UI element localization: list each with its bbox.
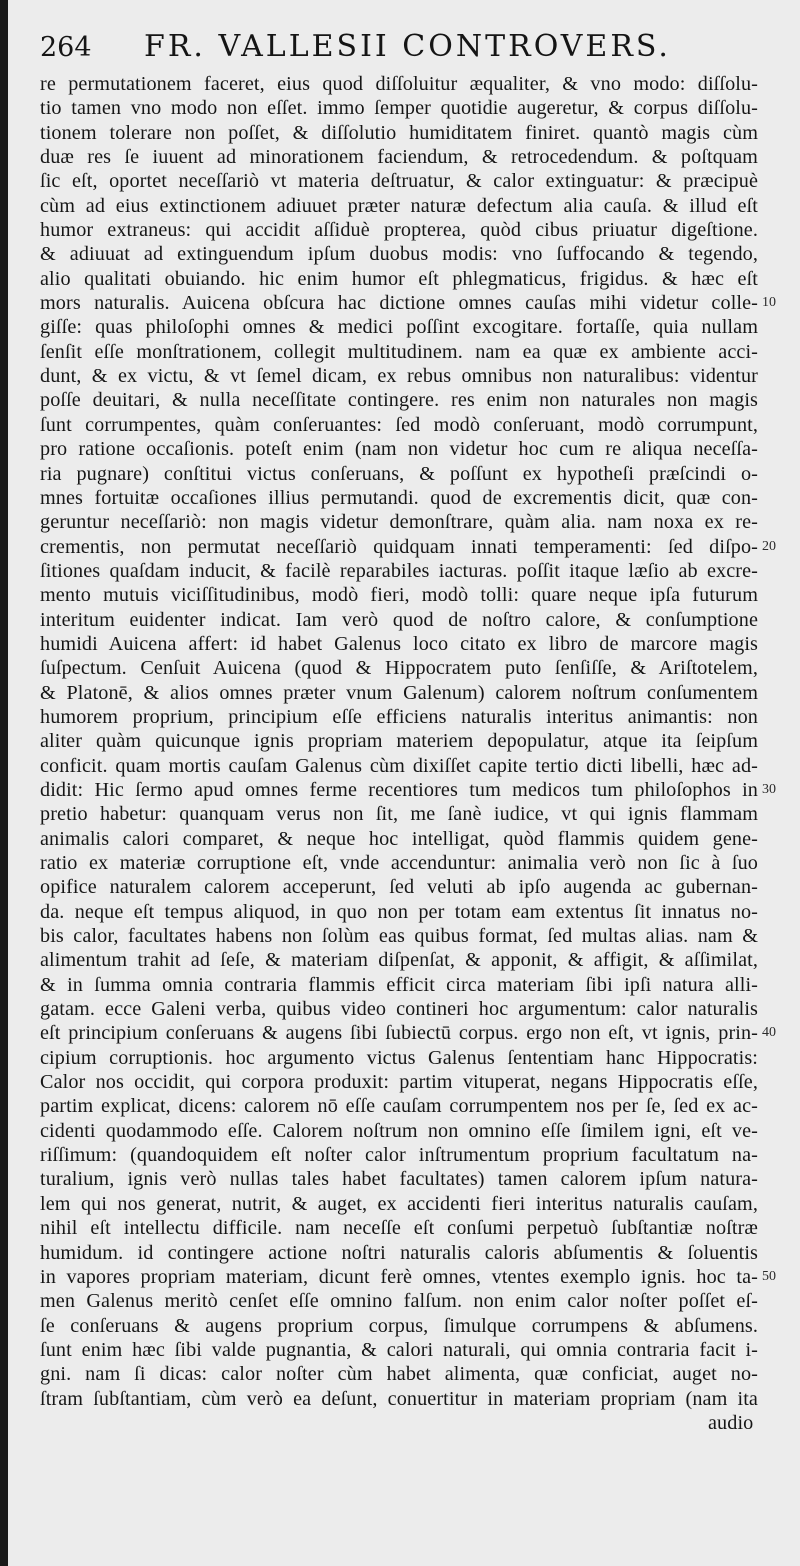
text-line bbox=[40, 754, 800, 778]
text-line bbox=[40, 169, 800, 193]
line-text: crementis, non permutat neceſſariò quidquam innati temperamenti: ſed diſpo- bbox=[40, 535, 758, 558]
page-number: 264 bbox=[40, 32, 92, 63]
text-line bbox=[40, 413, 800, 437]
text-line bbox=[40, 1046, 800, 1070]
text-line bbox=[40, 681, 800, 705]
line-text: ſunt corrumpentes, quàm conſeruantes: ſed modò conſeruant, modò corrumpunt, bbox=[40, 413, 758, 436]
line-text: re permutationem faceret, eius quod diſſoluitur æqualiter, & vno modo: diſſolu- bbox=[40, 73, 758, 95]
line-text: Calor nos occidit, qui corpora produxit: partim vituperat, negans Hippocratis eſſe, bbox=[40, 1071, 758, 1094]
text-line bbox=[40, 388, 800, 412]
text-line bbox=[40, 705, 800, 729]
line-text: pretio habetur: quanquam verus non ſit, me ſanè iudice, vt qui ignis flammam bbox=[40, 803, 758, 826]
line-text: tio tamen vno modo non eſſet. immo ſemper quotidie augeretur, & corpus diſſolu- bbox=[40, 97, 758, 120]
text-line bbox=[40, 340, 800, 364]
margin-line-number: 40 bbox=[762, 1025, 776, 1041]
margin-line-number: 50 bbox=[762, 1268, 776, 1284]
line-text: & in ſumma omnia contraria flammis efficit circa materiam ſibi ipſi natura alli- bbox=[40, 973, 758, 996]
text-line bbox=[40, 997, 800, 1021]
text-line bbox=[40, 778, 800, 802]
text-line bbox=[40, 1265, 800, 1289]
line-text: eſt principium conſeruans & augens ſibi ſubiectū corpus. ergo non eſt, vt ignis, prin- bbox=[40, 1022, 758, 1045]
text-line bbox=[40, 315, 800, 339]
margin-line-number: 20 bbox=[762, 538, 776, 554]
text-line bbox=[40, 608, 800, 632]
text-line bbox=[40, 1094, 800, 1118]
line-text: ratio ex materiæ corruptione eſt, vnde accenduntur: animalia verò non ſic à ſuo bbox=[40, 852, 758, 874]
text-line bbox=[40, 632, 800, 656]
text-line bbox=[40, 194, 800, 218]
text-line bbox=[40, 827, 800, 851]
line-text: cidenti quodammodo eſſe. Calorem noſtrum non omnino eſſe ſimilem igni, eſt ve- bbox=[40, 1119, 758, 1142]
line-text: humorem proprium, principium eſſe efficiens naturalis interitus animantis: non bbox=[40, 705, 758, 728]
line-text: bis calor, facultates habens non ſolùm eas quibus format, ſed multas alias. nam & bbox=[40, 925, 758, 948]
text-line bbox=[40, 729, 800, 753]
line-text: partim explicat, dicens: calorem nō eſſe cauſam corrumpentem nos per ſe, ſed ex ac- bbox=[40, 1095, 758, 1118]
line-text: men Galenus meritò cenſet eſſe omnino falſum. non enim calor noſter poſſet eſ- bbox=[40, 1290, 758, 1313]
text-line bbox=[40, 1216, 800, 1240]
text-line bbox=[40, 1387, 800, 1411]
line-text: in vapores propriam materiam, dicunt ferè omnes, vtentes exemplo ignis. hoc ta- bbox=[40, 1265, 758, 1288]
line-text: ſunt enim hæc ſibi valde pugnantia, & calori naturali, qui omnia contraria facit i- bbox=[40, 1338, 758, 1361]
text-line bbox=[40, 1314, 800, 1338]
text-line bbox=[40, 1362, 800, 1386]
text-line bbox=[40, 121, 800, 145]
line-text: ria pugnare) conſtitui victus conſeruans, & poſſunt ex hypotheſi præſcindi o- bbox=[40, 462, 758, 485]
page-header bbox=[40, 28, 760, 72]
line-text: & Platonē, & alios omnes præter vnum Galenum) calorem noſtrum conſumentem bbox=[40, 681, 758, 704]
body-text bbox=[40, 72, 800, 1435]
line-text: humor extraneus: qui accidit aſſiduè propterea, quòd cibus priuatur digeſtione. bbox=[40, 219, 758, 242]
line-text: ſe conſeruans & augens proprium corpus, ſimulque corrumpens & abſumens. bbox=[40, 1314, 758, 1337]
text-line bbox=[40, 72, 800, 96]
text-line bbox=[40, 1241, 800, 1265]
text-line bbox=[40, 851, 800, 875]
line-text: pro ratione occaſionis. poteſt enim (nam non videtur hoc cum re aliqua neceſſa- bbox=[40, 438, 758, 461]
text-line bbox=[40, 510, 800, 534]
text-line bbox=[40, 462, 800, 486]
text-line bbox=[40, 656, 800, 680]
text-line bbox=[40, 535, 800, 559]
line-text: alimentum trahit ad ſeſe, & materiam diſpenſat, & apponit, & affigit, & aſſimilat, bbox=[40, 949, 758, 972]
line-text: humidi Auicena affert: id habet Galenus loco citato ex libro de marcore magis bbox=[40, 632, 758, 655]
text-line bbox=[40, 486, 800, 510]
text-line bbox=[40, 1021, 800, 1045]
line-text: tionem tolerare non poſſet, & diſſolutio humiditatem finiret. quantò magis cùm bbox=[40, 121, 758, 144]
line-text: conficit. quam mortis cauſam Galenus cùm dixiſſet capite tertio dicti libelli, hæc ad- bbox=[40, 754, 758, 777]
text-line bbox=[40, 242, 800, 266]
text-line bbox=[40, 437, 800, 461]
text-line bbox=[40, 802, 800, 826]
line-text: interitum euidenter indicat. Iam verò quod de noſtro calore, & conſumptione bbox=[40, 608, 758, 631]
margin-line-number: 30 bbox=[762, 781, 776, 797]
line-text: ſenſit eſſe monſtrationem, collegit multitudinem. nam ea quæ ex ambiente acci- bbox=[40, 340, 758, 363]
text-line bbox=[40, 924, 800, 948]
line-text: didit: Hic ſermo apud omnes ferme recentiores tum medicos tum philoſophos in bbox=[40, 778, 758, 801]
binding-shadow bbox=[0, 0, 8, 1566]
line-text: dunt, & ex victu, & vt ſemel dicam, ex rebus omnibus non naturalibus: videntur bbox=[40, 365, 758, 388]
text-line bbox=[40, 364, 800, 388]
line-text: ſic eſt, oportet neceſſariò vt materia deſtruatur, & calor extinguatur: & præcipuè bbox=[40, 170, 758, 193]
line-text: lem qui nos generat, nutrit, & auget, ex accidenti fieri interitus naturalis cauſam, bbox=[40, 1192, 758, 1215]
text-line bbox=[40, 1167, 800, 1191]
line-text: gni. nam ſi dicas: calor noſter cùm habet alimenta, quæ conficiat, auget no- bbox=[40, 1363, 758, 1386]
text-line bbox=[40, 559, 800, 583]
line-text: mors naturalis. Auicena obſcura hac dictione omnes cauſas mihi videtur colle- bbox=[40, 292, 758, 315]
line-text: gatam. ecce Galeni verba, quibus video contineri hoc argumentum: calor naturalis bbox=[40, 998, 758, 1021]
text-line bbox=[40, 96, 800, 120]
line-text: giſſe: quas philoſophi omnes & medici poſſint excogitare. fortaſſe, quia nullam bbox=[40, 316, 758, 339]
text-line bbox=[40, 291, 800, 315]
text-line bbox=[40, 875, 800, 899]
line-text: poſſe deuitari, & nulla neceſſitate contingere. res enim non naturales non magis bbox=[40, 389, 758, 412]
text-line bbox=[40, 973, 800, 997]
line-text: duæ res ſe iuuent ad minorationem faciendum, & retrocedendum. & poſtquam bbox=[40, 146, 758, 169]
text-line bbox=[40, 583, 800, 607]
line-text: da. neque eſt tempus aliquod, in quo non per totam eam extentus ſit innatus no- bbox=[40, 900, 758, 923]
line-text: & adiuuat ad extinguendum ipſum duobus modis: vno ſuffocando & tegendo, bbox=[40, 243, 758, 266]
line-text: mento mutuis viciſſitudinibus, modò fieri, modò tolli: quare neque ipſa futurum bbox=[40, 584, 758, 607]
running-head: FR. VALLESII CONTROVERS. bbox=[144, 29, 671, 64]
text-line bbox=[40, 1192, 800, 1216]
line-text: cipium corruptionis. hoc argumento victus Galenus ſententiam hanc Hippocratis: bbox=[40, 1046, 758, 1069]
line-text: ſitiones quaſdam inducit, & facilè reparabiles iacturas. poſſit itaque læſio ab excre- bbox=[40, 559, 758, 582]
line-text: nihil eſt intellectu difficile. nam neceſſe eſt conſumi perpetuò ſubſtantiæ noſtræ bbox=[40, 1217, 758, 1240]
catchword-line bbox=[40, 1411, 800, 1435]
text-line bbox=[40, 1338, 800, 1362]
line-text: alio qualitati obuiando. hic enim humor eſt phlegmaticus, frigidus. & hæc eſt bbox=[40, 267, 758, 290]
text-line bbox=[40, 218, 800, 242]
text-line bbox=[40, 1070, 800, 1094]
text-line bbox=[40, 1119, 800, 1143]
line-text: mnes fortuitæ occaſiones illius permutandi. quod de excrementis dicit, quæ con- bbox=[40, 486, 758, 509]
line-text: geruntur neceſſariò: non magis videtur demonſtrare, quàm alia. nam noxa ex re- bbox=[40, 511, 758, 534]
text-line bbox=[40, 948, 800, 972]
line-text: ſtram ſubſtantiam, cùm verò ea deſunt, conuertitur in materiam propriam (nam ita bbox=[40, 1387, 758, 1410]
catchword: audio bbox=[708, 1411, 754, 1434]
text-line bbox=[40, 267, 800, 291]
text-line bbox=[40, 1289, 800, 1313]
line-text: cùm ad eius extinctionem adiuuet præter naturæ defectum alia cauſa. & illud eſt bbox=[40, 194, 758, 217]
line-text: aliter quàm quicunque ignis propriam materiem depopulatur, atque ita ſeipſum bbox=[40, 730, 758, 753]
line-text: riſſimum: (quandoquidem eſt noſter calor inſtrumentum proprium facultatum na- bbox=[40, 1144, 758, 1167]
line-text: humidum. id contingere actione noſtri naturalis caloris abſumentis & ſoluentis bbox=[40, 1241, 758, 1264]
text-line bbox=[40, 1143, 800, 1167]
text-line bbox=[40, 900, 800, 924]
margin-line-number: 10 bbox=[762, 295, 776, 311]
text-line bbox=[40, 145, 800, 169]
line-text: turalium, ignis verò nullas tales habet facultates) tamen calorem ipſum natura- bbox=[40, 1168, 758, 1191]
line-text: animalis calori comparet, & neque hoc intelligat, quòd flammis quidem gene- bbox=[40, 827, 758, 850]
line-text: ſuſpectum. Cenſuit Auicena (quod & Hippocratem puto ſenſiſſe, & Ariſtotelem, bbox=[40, 657, 758, 680]
line-text: opifice naturalem calorem acceperunt, ſed veluti ab ipſo augenda ac gubernan- bbox=[40, 876, 758, 899]
